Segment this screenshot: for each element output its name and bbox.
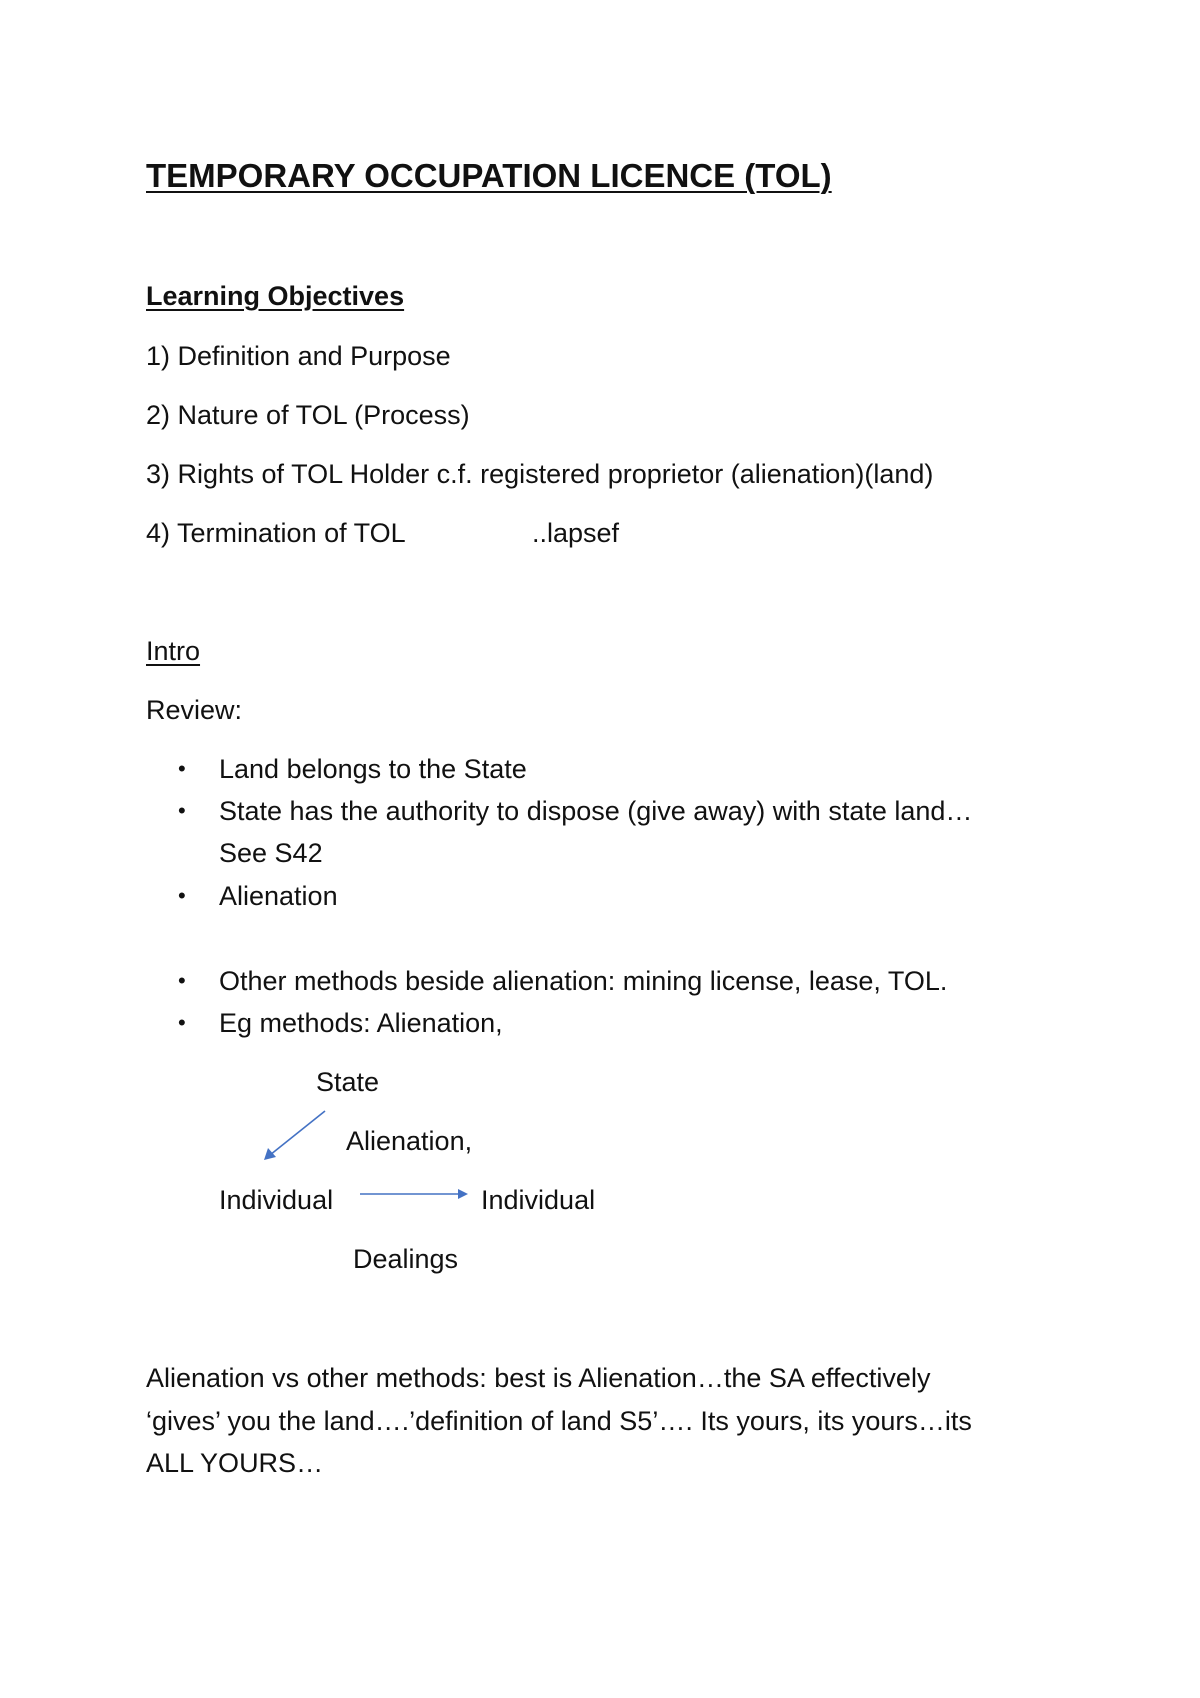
- diagram-individual-left: Individual: [219, 1185, 334, 1215]
- intro-heading: Intro: [146, 636, 201, 666]
- objective-item-2: 2) Nature of TOL (Process): [146, 400, 470, 430]
- diagram-individual-right: Individual: [481, 1185, 596, 1215]
- bullet-icon: •: [178, 756, 186, 781]
- alienation-arrow: [264, 1111, 325, 1160]
- objectives-heading: Learning Objectives: [146, 281, 405, 311]
- bullet-text: State has the authority to dispose (give away) with state land…: [219, 796, 973, 826]
- closing-line-2: ‘gives’ you the land….’definition of land S5’…. Its yours, its yours…its: [146, 1406, 972, 1436]
- objective-item-3: 3) Rights of TOL Holder c.f. registered proprietor (alienation)(land): [146, 459, 934, 489]
- page-title: TEMPORARY OCCUPATION LICENCE (TOL): [146, 157, 832, 194]
- bullet-icon: •: [178, 968, 186, 993]
- diagram-state-label: State: [316, 1067, 380, 1097]
- bullet-text: See S42: [219, 838, 323, 868]
- objective-note: ..lapsef: [532, 518, 620, 548]
- bullet-text: Alienation: [219, 881, 338, 911]
- objective-item-4: 4) Termination of TOL: [146, 518, 406, 548]
- bullet-icon: •: [178, 1010, 186, 1035]
- review-label: Review:: [146, 695, 243, 725]
- diagram-alienation-label: Alienation,: [346, 1126, 473, 1156]
- dealings-arrow: [360, 1189, 468, 1199]
- bullet-text: Other methods beside alienation: mining license, lease, TOL.: [219, 966, 948, 996]
- bullet-icon: •: [178, 798, 186, 823]
- bullet-icon: •: [178, 883, 186, 908]
- closing-line-3: ALL YOURS…: [146, 1448, 324, 1478]
- bullet-text: Eg methods: Alienation,: [219, 1008, 503, 1038]
- closing-line-1: Alienation vs other methods: best is Alienation…the SA effectively: [146, 1363, 931, 1393]
- bullet-text: Land belongs to the State: [219, 754, 527, 784]
- objective-item-1: 1) Definition and Purpose: [146, 341, 451, 371]
- diagram-dealings-label: Dealings: [353, 1244, 459, 1274]
